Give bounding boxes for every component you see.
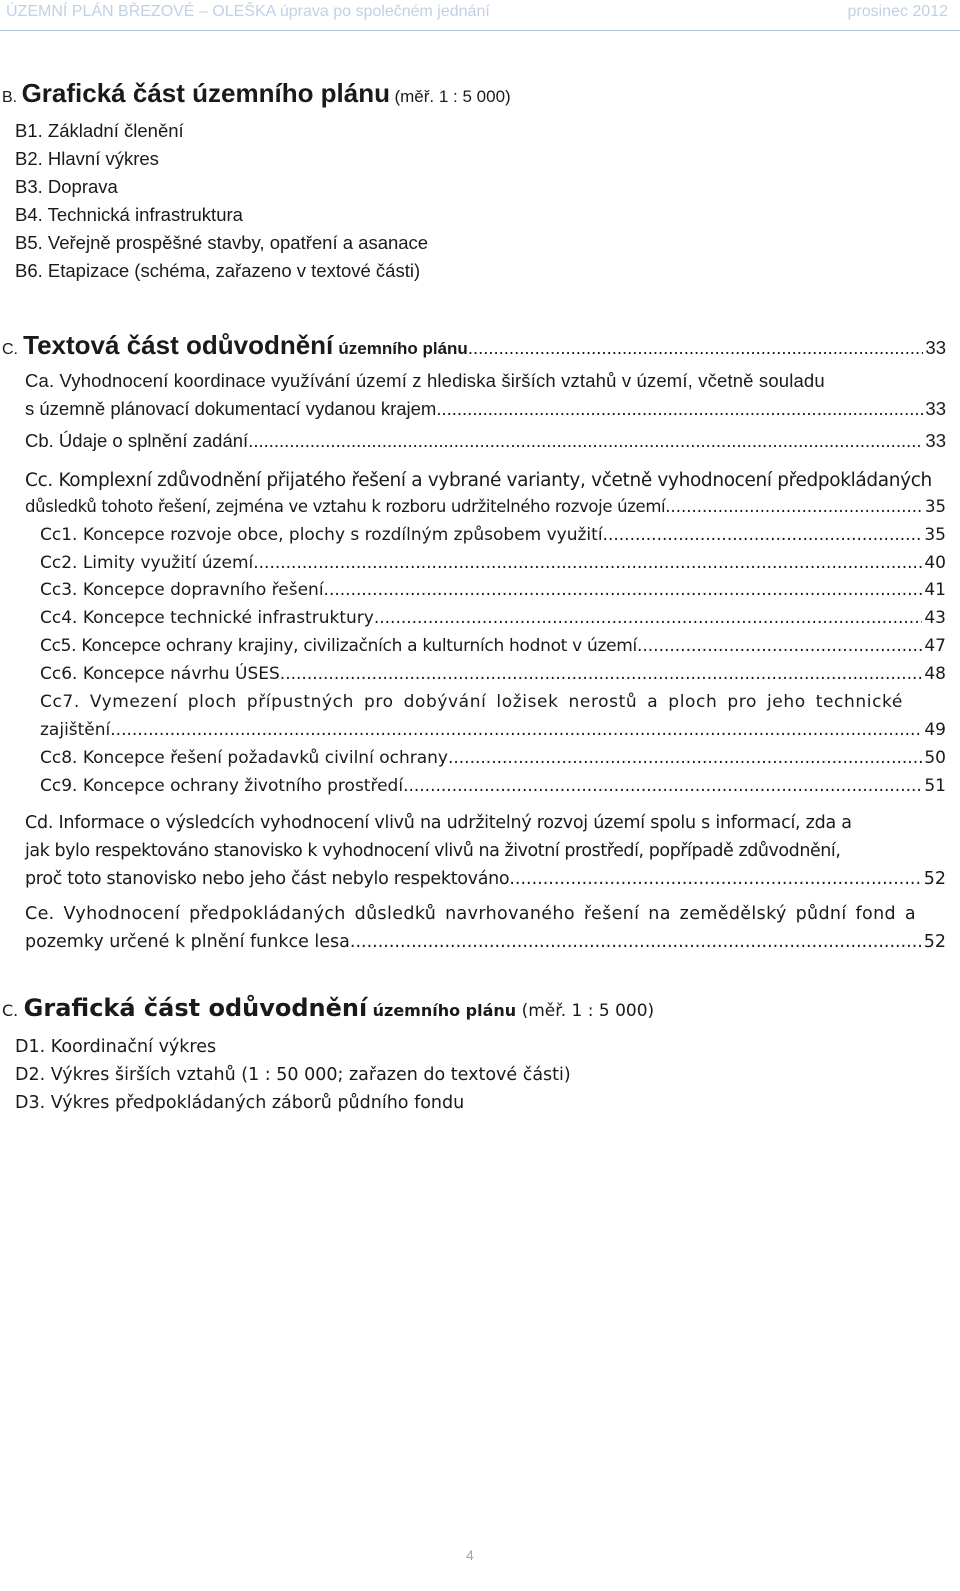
toc-entry-text: Cc7. Vymezení ploch přípustných pro dobývání ložisek nerostů a ploch pro jeho technické: [40, 692, 903, 712]
section-b-item: B1. Základní členění: [15, 120, 184, 141]
toc-leader: [637, 636, 922, 656]
toc-entry-cc9[interactable]: [40, 776, 946, 796]
header-date: prosinec 2012: [847, 3, 948, 20]
toc-entry-text: Cd. Informace o výsledcích vyhodnocení vlivů na udržitelný rozvoj území spolu s informací, zda a: [25, 813, 852, 833]
toc-entry-cd-line2[interactable]: [25, 841, 946, 861]
toc-page-number: 35: [924, 525, 946, 545]
toc-leader: [403, 776, 922, 796]
toc-page-number: 40: [924, 553, 946, 573]
toc-page-number: 43: [924, 608, 946, 628]
toc-entry-text: Ca. Vyhodnocení koordinace využívání území z hlediska širších vztahů v území, včetně souladu: [25, 370, 825, 391]
section-b-heading: [2, 78, 511, 109]
page-header: [0, 0, 960, 31]
toc-entry-cc2[interactable]: [40, 553, 946, 573]
toc-leader: [448, 748, 922, 768]
toc-page-number: 33: [925, 398, 946, 419]
toc-entry-cc7-line2[interactable]: [40, 720, 946, 740]
page-number: 4: [466, 1547, 474, 1563]
toc-entry-text: s územně plánovací dokumentací vydanou krajem: [25, 398, 437, 419]
section-b-scale: (měř. 1 : 5 000): [394, 87, 511, 106]
toc-entry-text: Cc6. Koncepce návrhu ÚSES: [40, 664, 280, 684]
toc-page-number: 52: [923, 932, 946, 952]
toc-leader: [436, 398, 923, 420]
toc-leader: [110, 720, 922, 740]
toc-entry-cb[interactable]: [25, 430, 946, 452]
toc-leader: [324, 580, 923, 600]
toc-entry-text: Ce. Vyhodnocení předpokládaných důsledků navrhovaného řešení na zemědělský půdní fond a: [25, 904, 916, 924]
section-b-item: B4. Technická infrastruktura: [15, 204, 243, 225]
toc-entry-cc3[interactable]: [40, 580, 946, 600]
section-c-graphic-prefix: C.: [2, 1001, 19, 1020]
toc-page-number: 33: [925, 337, 946, 358]
toc-entry-text: Cc3. Koncepce dopravního řešení: [40, 580, 324, 600]
toc-entry-cc4[interactable]: [40, 608, 946, 628]
toc-entry-text: proč toto stanovisko nebo jeho část nebylo respektováno: [25, 869, 510, 889]
section-b-item: B5. Veřejně prospěšné stavby, opatření a asanace: [15, 232, 429, 253]
toc-entry-cd-line1[interactable]: [25, 813, 946, 833]
toc-entry-text: Cc9. Koncepce ochrany životního prostředí: [40, 776, 404, 796]
toc-entry-cc5[interactable]: [40, 636, 946, 656]
toc-entry-c-text[interactable]: [2, 330, 946, 361]
toc-entry-cc-line2[interactable]: [25, 497, 946, 516]
toc-entry-text: Cb. Údaje o splnění zadání: [25, 430, 249, 451]
toc-page-number: 41: [924, 580, 946, 600]
toc-leader: [603, 525, 923, 545]
toc-entry-ce-line1[interactable]: [25, 904, 946, 924]
toc-entry-text: Cc8. Koncepce řešení požadavků civilní ochrany: [40, 748, 448, 768]
toc-leader: [280, 664, 923, 684]
section-c-title-small: územního plánu: [338, 339, 468, 358]
toc-entry-text: Cc. Komplexní zdůvodnění přijatého řešení a vybrané varianty, včetně vyhodnocení předpokládaných: [25, 470, 932, 491]
toc-page-number: 48: [924, 664, 946, 684]
toc-entry-text: jak bylo respektováno stanovisko k vyhodnocení vlivů na životní prostředí, popřípadě zdůvodnění,: [25, 841, 841, 861]
toc-entry-text: Cc1. Koncepce rozvoje obce, plochy s rozdílným způsobem využití: [40, 525, 603, 545]
toc-entry-ce-line2[interactable]: [25, 932, 946, 952]
toc-leader: [468, 337, 924, 359]
toc-page-number: 33: [925, 430, 946, 451]
toc-entry-ca-line2[interactable]: [25, 398, 946, 420]
toc-entry-text: důsledků tohoto řešení, zejména ve vztahu k rozboru udržitelného rozvoje území: [25, 497, 666, 516]
toc-leader: [350, 932, 922, 952]
section-c-graphic-title-small: územního plánu: [372, 1001, 517, 1020]
section-b-item: B3. Doprava: [15, 176, 118, 197]
header-document-title: ÚZEMNÍ PLÁN BŘEZOVÉ – OLEŠKA úprava po společném jednání: [6, 3, 490, 20]
section-c-graphic-heading: [2, 994, 654, 1022]
section-b-item: B2. Hlavní výkres: [15, 148, 159, 169]
toc-entry-cc7-line1[interactable]: [40, 692, 946, 712]
section-b-prefix: B.: [2, 89, 18, 106]
toc-page-number: 50: [924, 748, 946, 768]
toc-page-number: 49: [924, 720, 946, 740]
toc-entry-ca-line1[interactable]: [25, 370, 946, 392]
toc-entry-cc-line1[interactable]: [25, 470, 946, 491]
toc-entry-cc1[interactable]: [40, 525, 946, 545]
section-c-graphic-scale: (měř. 1 : 5 000): [521, 1001, 655, 1021]
toc-leader: [509, 869, 921, 889]
section-c-graphic-title: Grafická část odůvodnění: [23, 994, 368, 1022]
toc-entry-text: Cc2. Limity využití území: [40, 553, 254, 573]
section-c-prefix: C.: [2, 341, 18, 358]
toc-entry-cd-line3[interactable]: [25, 869, 946, 889]
toc-entry-text: Cc5. Koncepce ochrany krajiny, civilizačních a kulturních hodnot v území: [40, 636, 637, 656]
toc-page-number: 51: [924, 776, 946, 796]
toc-entry-cc8[interactable]: [40, 748, 946, 768]
section-d-item: D2. Výkres širších vztahů (1 : 50 000; zařazen do textové části): [15, 1065, 571, 1085]
toc-page-number: 35: [925, 497, 946, 516]
toc-entry-text: pozemky určené k plnění funkce lesa: [25, 932, 350, 952]
section-d-item: D3. Výkres předpokládaných záborů půdního fondu: [15, 1093, 465, 1113]
toc-leader: [253, 553, 922, 573]
toc-page-number: 52: [923, 869, 946, 889]
toc-leader: [665, 497, 923, 516]
section-c-title: Textová část odůvodnění: [23, 330, 334, 360]
toc-page-number: 47: [924, 636, 946, 656]
section-d-item: D1. Koordinační výkres: [15, 1037, 217, 1057]
toc-leader: [374, 608, 923, 628]
section-b-title: Grafická část územního plánu: [21, 78, 391, 108]
toc-entry-text: Cc4. Koncepce technické infrastruktury: [40, 608, 374, 628]
toc-leader: [248, 430, 923, 452]
toc-entry-text: zajištění: [40, 720, 111, 740]
toc-entry-cc6[interactable]: [40, 664, 946, 684]
section-b-item: B6. Etapizace (schéma, zařazeno v textové části): [15, 260, 421, 281]
